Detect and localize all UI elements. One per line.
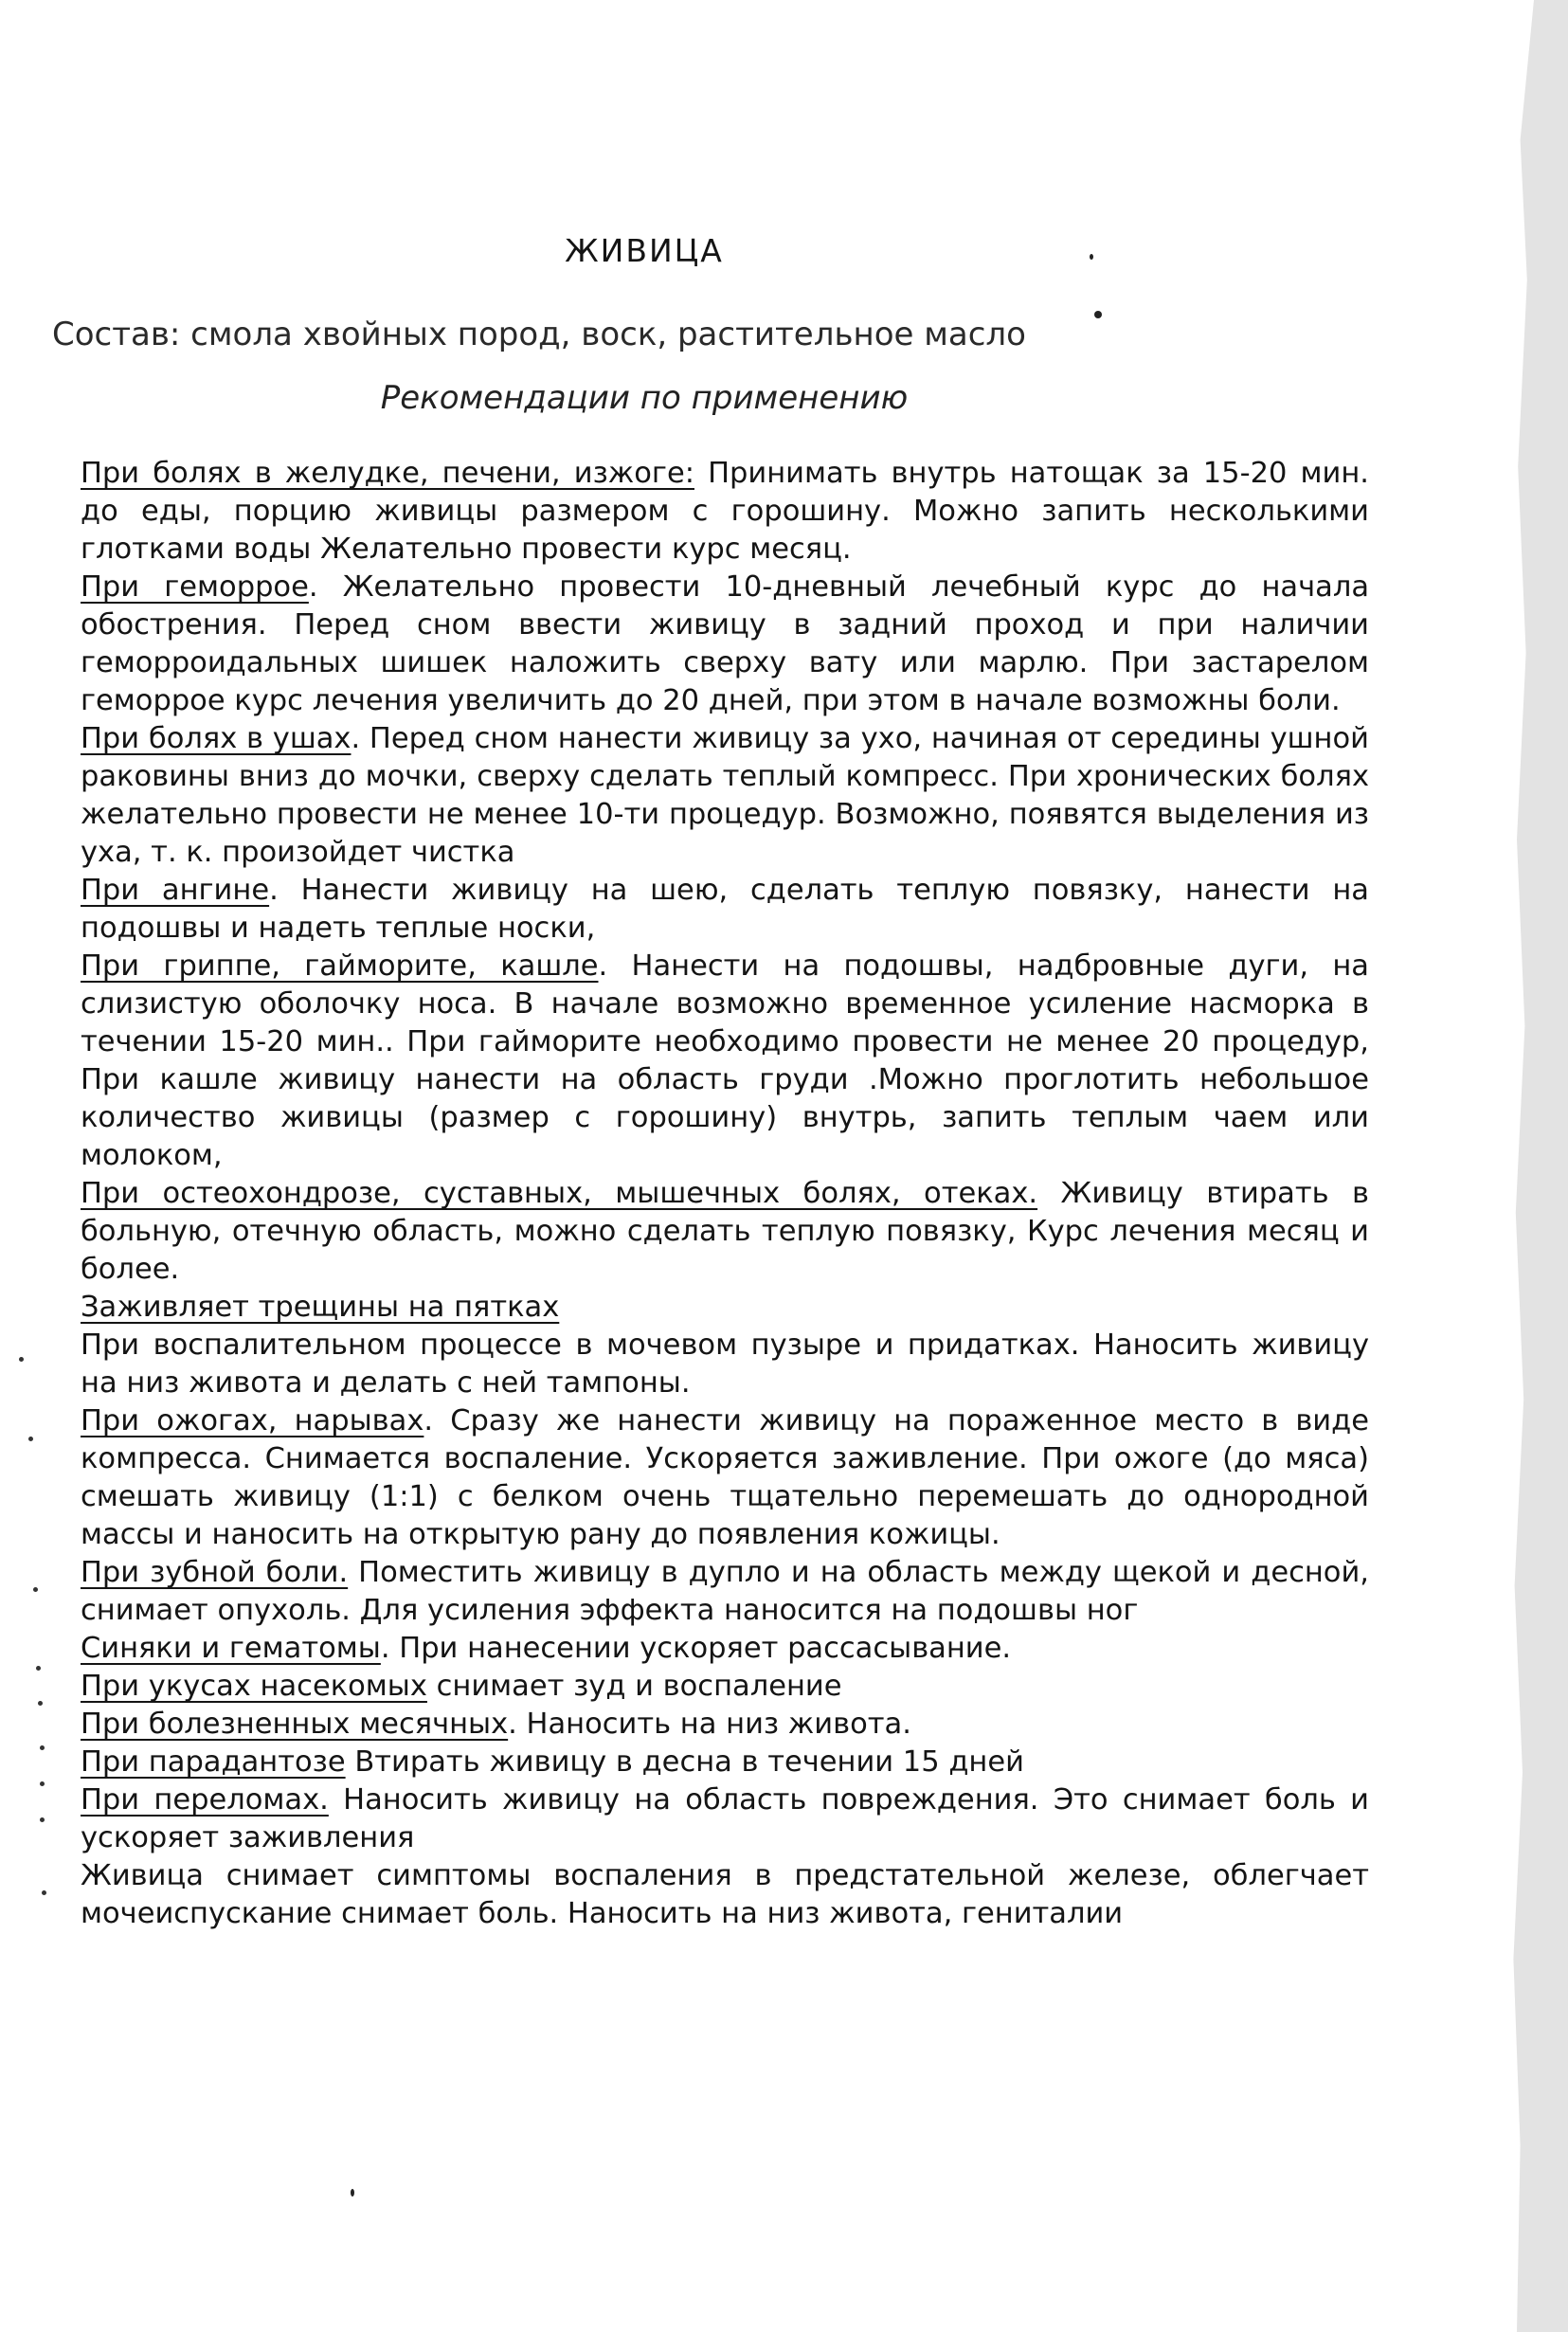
margin-bullet — [40, 1817, 45, 1822]
document-subtitle: Рекомендации по применению — [380, 379, 909, 417]
composition-line: Состав: смола хвойных пород, воск, растительное масло — [52, 316, 1026, 353]
scan-speck — [1094, 311, 1102, 318]
paragraph-heels — [81, 1289, 1369, 1327]
paragraph-text: . Нанести на подошвы, надбровные дуги, на слизистую оболочку носа. В начале возможно временное усиление насморка в течении 15-20 мин.. При гайморите необходимо провести не менее 20 процедур, При кашле живицу нанести на область груди .Можно проглотить небольшое количество живицы (размер с горошину) внутрь, запить теплым чаем или молоком, — [81, 949, 1369, 1172]
paragraph-heading: При болях в желудке, печени, изжоге: — [81, 457, 694, 490]
paragraph-stomach — [81, 455, 1369, 569]
paragraph-text: . Наносить на низ живота. — [508, 1708, 911, 1741]
paragraph-text: Принимать внутрь натощак за 15-20 мин. до еды, порцию живицы размером с горошину. Можно запить несколькими глотками воды Желательно провести курс месяц. — [81, 457, 1369, 566]
paragraph-heading: При болезненных месячных — [81, 1708, 509, 1741]
margin-bullet — [36, 1666, 41, 1671]
paragraph-toothache — [81, 1554, 1369, 1630]
paragraph-text: . Нанести живицу на шею, сделать теплую повязку, нанести на подошвы и надеть теплые носки, — [81, 874, 1369, 945]
paragraph-text: Живица снимает симптомы воспаления в предстательной железе, облегчает мочеиспускание снимает боль. Наносить на низ живота, гениталии — [81, 1859, 1369, 1930]
paragraph-angina — [81, 872, 1369, 948]
paragraph-prostate — [81, 1857, 1369, 1933]
paragraph-periodontosis — [81, 1744, 1369, 1781]
paragraph-bladder — [81, 1327, 1369, 1402]
paragraph-heading: При геморрое — [81, 570, 309, 604]
torn-paper-edge — [1454, 0, 1568, 2332]
margin-bullet — [33, 1587, 38, 1592]
margin-bullet — [38, 1701, 43, 1706]
paragraph-text: . При нанесении ускоряет рассасывание. — [380, 1632, 1012, 1665]
scan-speck — [351, 2189, 354, 2196]
paragraph-text: . Желательно провести 10-дневный лечебный курс до начала обострения. Перед сном ввести живицу в задний проход и при наличии геморроидальных шишек наложить сверху вату или марлю. При застарелом геморрое курс лечения увеличить до 20 дней, при этом в начале возможны боли. — [81, 570, 1370, 717]
paragraph-heading: При укусах насекомых — [81, 1670, 427, 1703]
paragraph-flu — [81, 948, 1369, 1175]
paragraph-heading: При зубной боли. — [81, 1556, 349, 1589]
paragraph-text: Поместить живицу в дупло и на область между щекой и десной, снимает опухоль. Для усиления эффекта наносится на подошвы ног — [81, 1556, 1369, 1627]
margin-bullet — [19, 1357, 24, 1362]
paragraph-text: . Сразу же нанести живицу на пораженное место в виде компресса. Снимается воспаление. Ускоряется заживление. При ожоге (до мяса) смешать живицу (1:1) с белком очень тщательно перемешать до однородной массы и наносить на открытую рану до появления кожицы. — [81, 1404, 1369, 1551]
paragraph-heading: При гриппе, гайморите, кашле — [81, 949, 599, 983]
document-title: ЖИВИЦА — [565, 232, 724, 269]
paragraph-menstrual — [81, 1706, 1369, 1744]
paragraph-burns — [81, 1402, 1369, 1554]
paragraph-heading: При парадантозе — [81, 1745, 346, 1779]
paragraph-ears — [81, 720, 1369, 872]
paragraph-heading: Синяки и гематомы — [81, 1632, 381, 1665]
paragraph-text: снимает зуд и воспаление — [426, 1670, 842, 1703]
margin-bullet — [42, 1890, 46, 1895]
document-body — [81, 455, 1369, 1933]
paragraph-heading: При переломах. — [81, 1783, 329, 1817]
paragraph-text: Втирать живицу в десна в течении 15 дней — [345, 1745, 1024, 1779]
paragraph-heading: При ангине — [81, 874, 270, 907]
paragraph-text: Живицу втирать в больную, отечную область, можно сделать теплую повязку, Курс лечения месяц и более. — [81, 1177, 1370, 1286]
paragraph-text: . Перед сном нанести живицу за ухо, начиная от середины ушной раковины вниз до мочки, сверху сделать теплый компресс. При хронических болях желательно провести не менее 10-ти процедур. Возможно, появятся выделения из уха, т. к. произойдет чистка — [81, 722, 1369, 869]
scan-speck — [1090, 254, 1093, 260]
margin-bullet — [40, 1745, 45, 1750]
paragraph-heading: При ожогах, нарывах — [81, 1404, 424, 1437]
paragraph-text: Наносить живицу на область повреждения. Это снимает боль и ускоряет заживления — [81, 1783, 1369, 1854]
margin-bullet — [28, 1437, 33, 1441]
paragraph-insect-bites — [81, 1668, 1369, 1706]
paragraph-bruises — [81, 1630, 1369, 1668]
paragraph-osteochondrosis — [81, 1175, 1369, 1289]
paragraph-heading: Заживляет трещины на пятках — [81, 1291, 560, 1324]
paragraph-heading: При остеохондрозе, суставных, мышечных болях, отеках. — [81, 1177, 1038, 1210]
margin-bullet — [40, 1781, 45, 1786]
paragraph-text: При воспалительном процессе в мочевом пузыре и придатках. Наносить живицу на низ живота и делать с ней тампоны. — [81, 1329, 1369, 1400]
paragraph-hemorrhoids — [81, 569, 1369, 720]
paragraph-fractures — [81, 1781, 1369, 1857]
paragraph-heading: При болях в ушах — [81, 722, 351, 755]
